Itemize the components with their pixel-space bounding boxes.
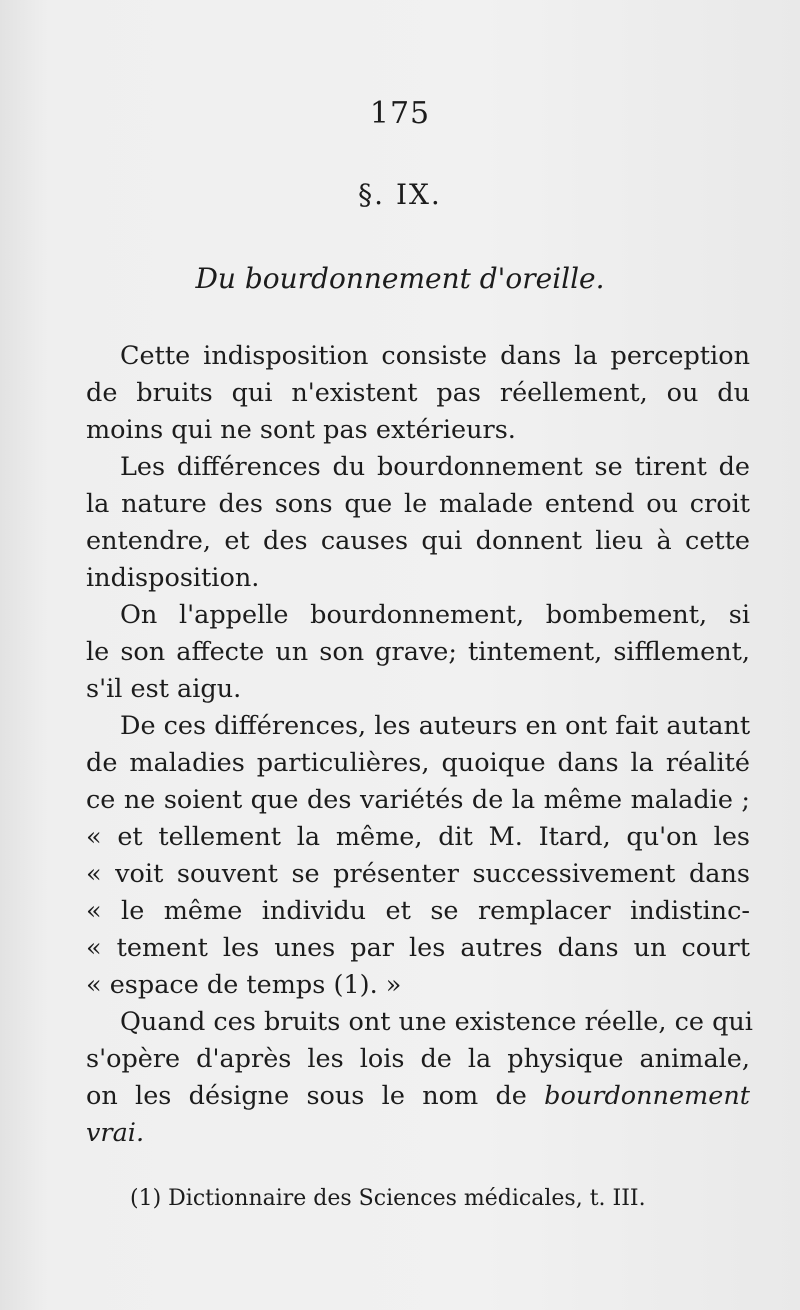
text-line-content: de maladies particulières, quoique dans la réalité — [86, 748, 750, 778]
text-line — [86, 1004, 753, 1041]
text-line — [86, 523, 750, 560]
footnote: (1) Dictionnaire des Sciences médicales, t. III. — [130, 1186, 646, 1211]
text-line — [86, 634, 750, 671]
text-line — [86, 930, 750, 967]
text-line — [86, 560, 750, 597]
text-line-content: on les désigne sous le nom de — [86, 1081, 527, 1111]
text-line — [86, 597, 750, 634]
text-line — [86, 671, 750, 708]
text-line-content: ce ne soient que des variétés de la même maladie ; — [86, 785, 750, 815]
text-line-content: la nature des sons que le malade entend ou croit — [86, 489, 750, 519]
text-line-content: Quand ces bruits ont une existence réelle, ce qui — [120, 1007, 753, 1037]
text-line-content: entendre, et des causes qui donnent lieu à cette — [86, 526, 750, 556]
text-line-content: « et tellement la même, dit M. Itard, qu'on les — [86, 822, 750, 852]
body-text — [86, 338, 753, 1152]
text-line-content: moins qui ne sont pas extérieurs. — [86, 415, 516, 445]
text-line-content: « tement les unes par les autres dans un court — [86, 933, 750, 963]
italic-term: vrai. — [86, 1118, 145, 1148]
text-line-content: Les différences du bourdonnement se tirent de — [120, 452, 750, 482]
text-line — [86, 412, 750, 449]
text-line — [86, 1115, 750, 1152]
text-line-content: « espace de temps (1). » — [86, 970, 402, 1000]
text-line-content: « voit souvent se présenter successivement dans — [86, 859, 750, 889]
text-line — [86, 338, 750, 375]
text-line — [86, 819, 750, 856]
text-line-content: On l'appelle bourdonnement, bombement, si — [120, 600, 750, 630]
text-line — [86, 856, 750, 893]
section-heading: §. IX. — [358, 178, 442, 211]
text-line-content: indisposition. — [86, 563, 260, 593]
text-line — [86, 745, 750, 782]
text-line-content: De ces différences, les auteurs en ont fait autant — [120, 711, 751, 741]
text-line — [86, 708, 750, 745]
text-line-content: Cette indisposition consiste dans la perception — [120, 341, 750, 371]
text-line — [86, 449, 750, 486]
text-line — [86, 782, 750, 819]
text-line-content: « le même individu et se remplacer indistinc- — [86, 896, 750, 926]
text-line — [86, 893, 750, 930]
text-line — [86, 486, 750, 523]
italic-term: bourdonnement — [544, 1081, 750, 1111]
text-line — [86, 967, 750, 1004]
text-line-content: le son affecte un son grave; tintement, sifflement, — [86, 637, 750, 667]
text-line-content: s'il est aigu. — [86, 674, 242, 704]
text-line — [86, 375, 750, 412]
text-line-content: s'opère d'après les lois de la physique animale, — [86, 1044, 750, 1074]
chapter-title: Du bourdonnement d'oreille. — [195, 262, 605, 295]
page-number: 175 — [369, 96, 431, 131]
text-line — [86, 1078, 750, 1115]
text-line-content: de bruits qui n'existent pas réellement, ou du — [86, 378, 750, 408]
text-line — [86, 1041, 750, 1078]
